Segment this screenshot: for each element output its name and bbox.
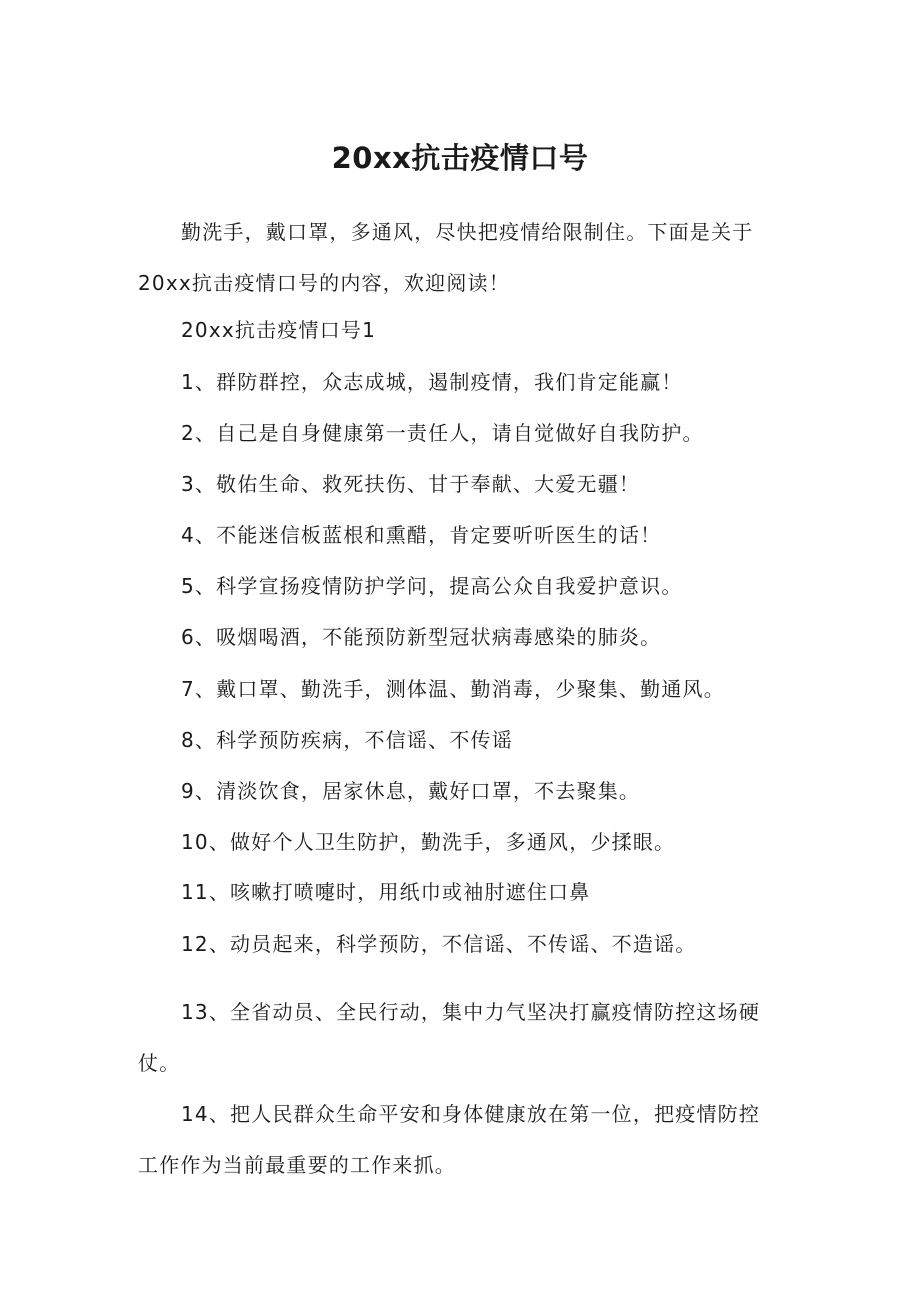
slogan-item-7: 7、戴口罩、勤洗手，测体温、勤消毒，少聚集、勤通风。: [181, 677, 725, 701]
slogan-item-5: 5、科学宣扬疫情防护学问，提高公众自我爱护意识。: [181, 574, 683, 598]
slogan-item-3: 3、敬佑生命、救死扶伤、甘于奉献、大爱无疆！: [181, 472, 641, 496]
slogan-item-12: 12、动员起来，科学预防，不信谣、不传谣、不造谣。: [181, 932, 697, 956]
slogan-item-10: 10、做好个人卫生防护，勤洗手，多通风，少揉眼。: [181, 830, 676, 854]
slogan-item-9: 9、清淡饮食，居家休息，戴好口罩，不去聚集。: [181, 779, 641, 803]
slogan-item-14: 14、把人民群众生命平安和身体健康放在第一位，把疫情防控工作作为当前最重要的工作来抓。: [138, 1102, 761, 1177]
slogan-item-1: 1、群防群控，众志成城，遏制疫情，我们肯定能赢！: [181, 370, 683, 394]
slogan-item-8: 8、科学预防疾病，不信谣、不传谣: [181, 728, 513, 752]
section-heading: 20xx抗击疫情口号1: [181, 318, 377, 342]
document-title: 20xx抗击疫情口号: [331, 141, 589, 175]
slogan-item-4: 4、不能迷信板蓝根和熏醋，肯定要听听医生的话！: [181, 523, 662, 547]
slogan-item-13: 13、全省动员、全民行动，集中力气坚决打赢疫情防控这场硬仗。: [138, 1000, 761, 1075]
slogan-item-2: 2、自己是自身健康第一责任人，请自觉做好自我防护。: [181, 421, 704, 445]
slogan-item-11: 11、咳嗽打喷嚏时，用纸巾或袖肘遮住口鼻: [181, 880, 591, 904]
slogan-item-6: 6、吸烟喝酒，不能预防新型冠状病毒感染的肺炎。: [181, 625, 662, 649]
intro-paragraph: 勤洗手，戴口罩，多通风，尽快把疫情给限制住。下面是关于20xx抗击疫情口号的内容，欢迎阅读！: [138, 220, 754, 295]
